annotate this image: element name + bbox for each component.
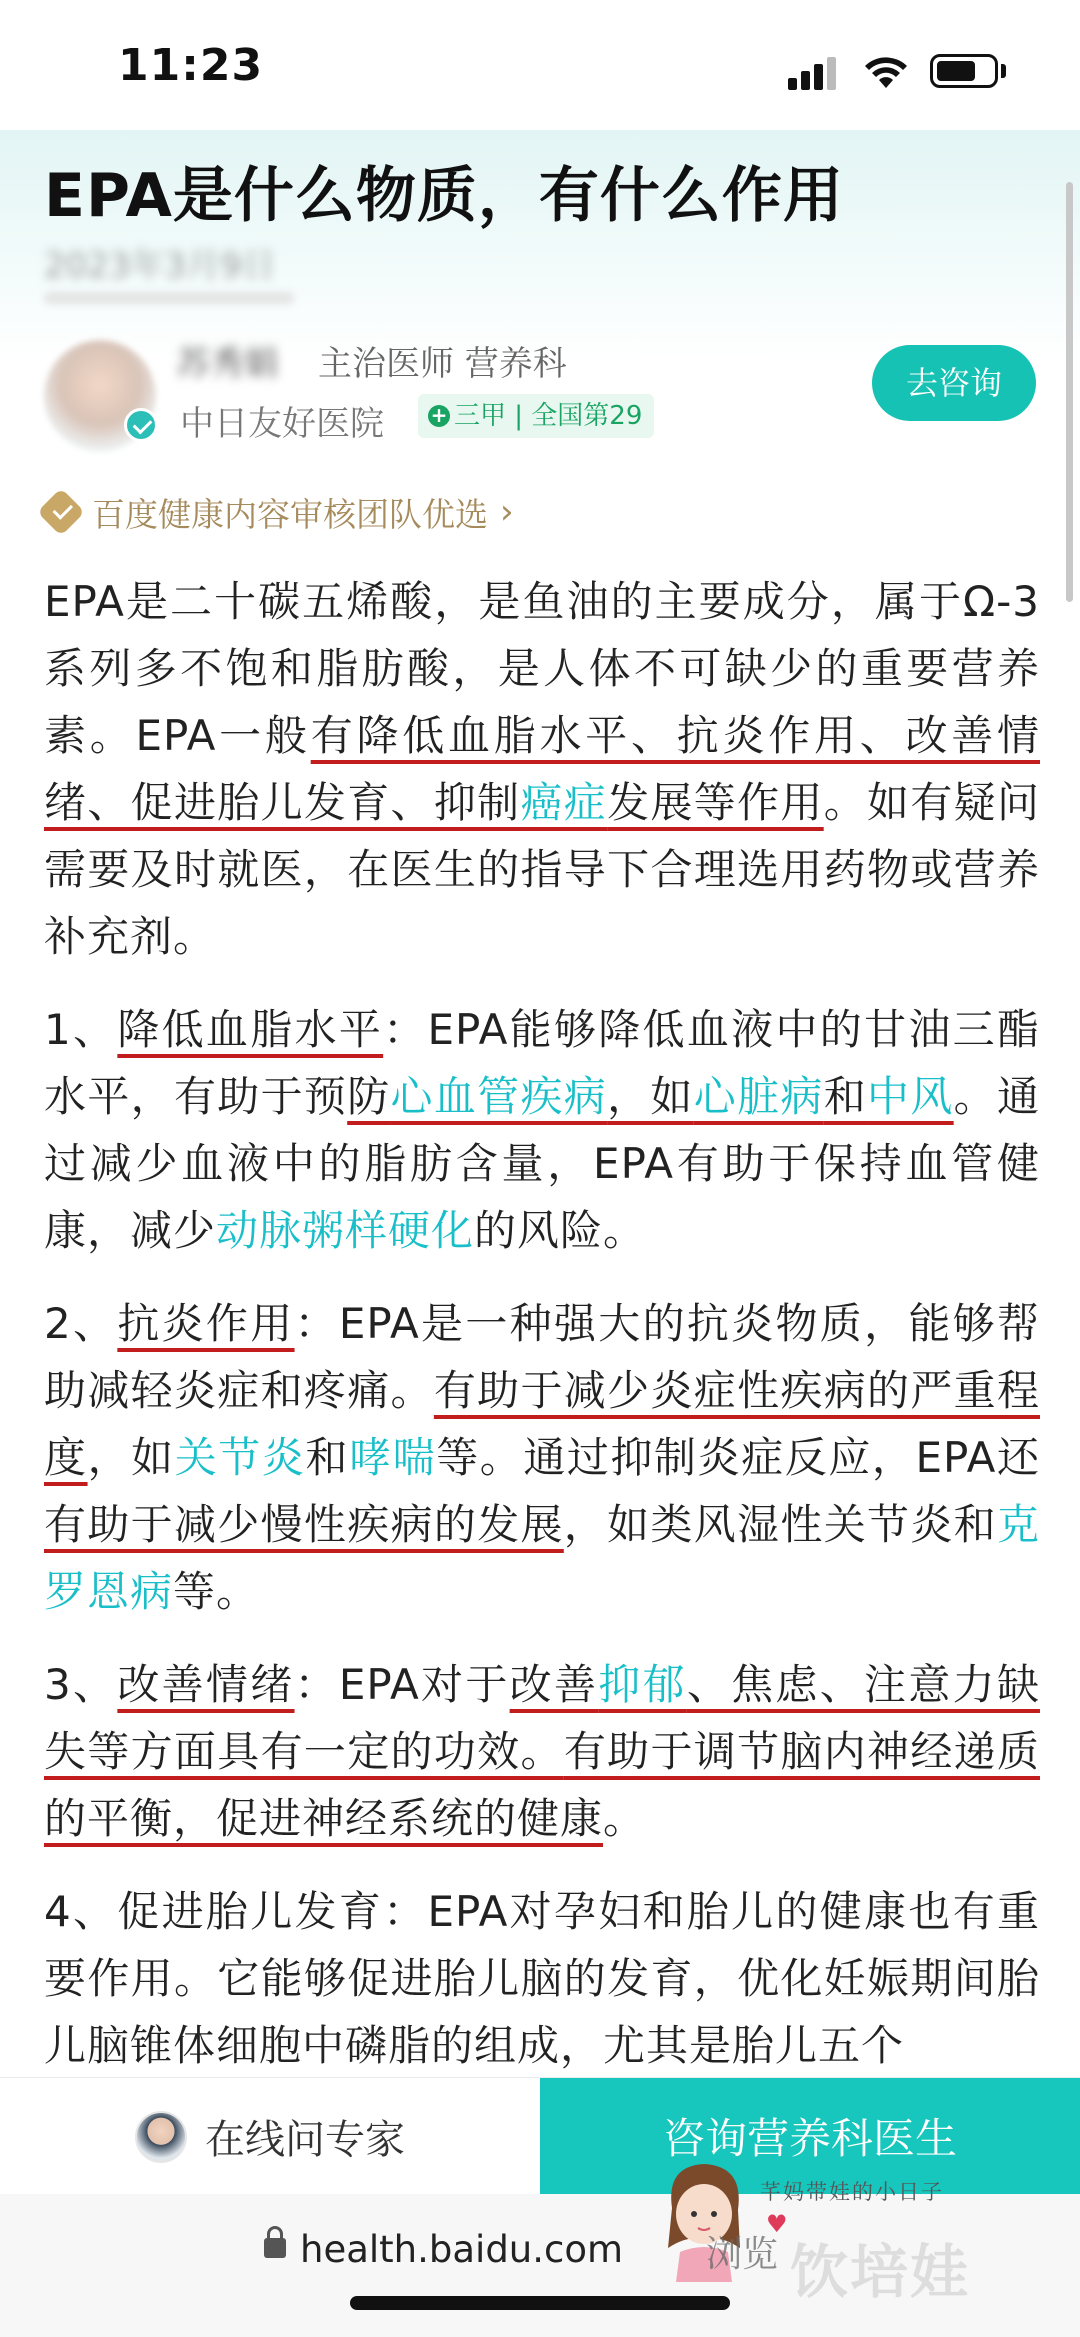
paragraph-text: ：EPA能够降低血液中的甘油三酯水平，有助于预 — [44, 1005, 1040, 1121]
consult-doctor-label: 咨询营养科医生 — [662, 2114, 957, 2163]
underlined-text: 有助于减少慢性疾病的发展 — [44, 1500, 564, 1549]
status-time: 11:23 — [118, 40, 264, 91]
keyword-link[interactable]: 哮喘 — [349, 1433, 437, 1482]
keyword-link[interactable]: 关节炎 — [174, 1433, 306, 1482]
wifi-icon — [862, 50, 910, 90]
article-paragraph — [44, 996, 1040, 1264]
paragraph-text: ，如类风湿性关节炎和 — [563, 1500, 997, 1549]
watermark-text: 浏览 — [706, 2234, 779, 2275]
url-text[interactable]: health.baidu.com — [300, 2228, 624, 2271]
cellular-signal-icon — [788, 56, 838, 90]
paragraph-text: 2、 — [44, 1299, 118, 1348]
underlined-text: ，如 — [607, 1072, 694, 1121]
underlined-text: 改善情绪 — [117, 1660, 295, 1709]
status-bar — [0, 0, 1080, 135]
underlined-text: 抗炎作用 — [117, 1299, 295, 1348]
chevron-right-icon: › — [500, 492, 514, 532]
paragraph-text: 等。通过抑制炎症反应，EPA还 — [436, 1433, 1040, 1482]
hospital-rank-label: 三甲 | 全国第29 — [454, 401, 643, 431]
home-indicator[interactable] — [350, 2296, 730, 2310]
scrollbar[interactable] — [1066, 182, 1073, 602]
article-paragraph — [44, 1290, 1040, 1625]
underlined-text: 和 — [823, 1072, 868, 1121]
paragraph-text: 。通过减少血液中的脂肪含量，EPA有助于保持血管健康，减少 — [44, 1072, 1040, 1255]
paragraph-text: ：EPA是一种强大的抗炎物质，能够帮助减轻炎症和疼痛。 — [44, 1299, 1040, 1415]
paragraph-text: 3、 — [44, 1660, 118, 1709]
paragraph-text: 4、促进胎儿发育：EPA对孕妇和胎儿的健康也有重要作用。它能够促进胎儿脑的发育，优化妊娠期间胎儿脑锥体细胞中磷脂的组成，尤其是胎儿五个 — [44, 1887, 1040, 2070]
author-name[interactable]: 苏秀娟 — [176, 344, 278, 384]
battery-tip — [1001, 64, 1006, 78]
article-paragraph — [44, 1878, 1040, 2079]
keyword-link[interactable]: 抑郁 — [598, 1660, 687, 1709]
underlined-text: 防 — [347, 1072, 391, 1121]
paragraph-text: 。如有疑问需要及时就医，在医生的指导下合理选用药物或营养补充剂。 — [44, 778, 1040, 961]
keyword-link[interactable]: 心脏病 — [693, 1072, 824, 1121]
review-team-link[interactable] — [44, 490, 514, 534]
article-title: EPA是什么物质，有什么作用 — [44, 161, 844, 231]
ask-expert-label: 在线问专家 — [205, 2117, 405, 2163]
underlined-text: 发展等作用 — [607, 778, 824, 827]
underlined-text: 有助于减少炎症性疾病的严重程度 — [44, 1366, 1040, 1482]
underlined-text: 有助于调节脑内神经递质的平衡，促进神经系统的健康 — [44, 1727, 1040, 1843]
paragraph-text: ，如 — [87, 1433, 175, 1482]
author-hospital: 中日友好医院 — [180, 404, 384, 444]
heart-icon: ♥ — [766, 2210, 788, 2238]
battery-icon — [930, 54, 998, 88]
paragraph-text: ：EPA对于 — [294, 1660, 510, 1709]
lock-icon — [264, 2238, 286, 2258]
paragraph-text: EPA是二十碳五烯酸，是鱼油的主要成分，属于Ω-3系列多不饱和脂肪酸，是人体不可缺少的重要营养素。EPA一般 — [44, 577, 1040, 760]
keyword-link[interactable]: 癌症 — [520, 778, 608, 827]
hospital-rank-badge — [418, 394, 654, 438]
consult-button[interactable]: 去咨询 — [872, 345, 1036, 421]
verified-icon — [124, 408, 158, 442]
article-body — [44, 568, 1040, 2105]
paragraph-text: 1、 — [44, 1005, 118, 1054]
paragraph-text: 和 — [305, 1433, 350, 1482]
underlined-text: 有降低血脂水平、抗炎作用、改善情绪、促进胎儿发育、抑制 — [44, 711, 1040, 827]
author-title: 主治医师 营养科 — [318, 344, 567, 384]
keyword-link[interactable]: 心血管疾病 — [390, 1072, 608, 1121]
keyword-link[interactable]: 中风 — [867, 1072, 954, 1121]
article-paragraph — [44, 1651, 1040, 1852]
article-date: 2023年3月9日 — [44, 246, 276, 286]
underlined-text: 降低血脂水平 — [117, 1005, 384, 1054]
keyword-link[interactable]: 动脉粥样硬化 — [216, 1206, 475, 1255]
watermark-caption: 芊妈带娃的小日子 — [760, 2180, 944, 2204]
keyword-link[interactable]: 克罗恩病 — [44, 1500, 1040, 1616]
paragraph-text: 。 — [603, 1794, 647, 1843]
underlined-text: 改善 — [509, 1660, 599, 1709]
watermark-brand: 饮培娃 — [790, 2238, 971, 2306]
paragraph-text: 的风险。 — [474, 1206, 647, 1255]
review-label: 百度健康内容审核团队优选 — [92, 494, 488, 534]
verified-badge-icon — [37, 488, 85, 536]
ask-expert-button[interactable] — [0, 2078, 540, 2195]
plus-icon: + — [428, 405, 450, 427]
blurred-meta — [44, 292, 294, 304]
expert-avatar — [135, 2111, 187, 2163]
underlined-text: 、焦虑、注意力缺失等方面具有一定的功效。 — [44, 1660, 1040, 1776]
paragraph-text: 等。 — [173, 1567, 260, 1616]
article-paragraph — [44, 568, 1040, 970]
